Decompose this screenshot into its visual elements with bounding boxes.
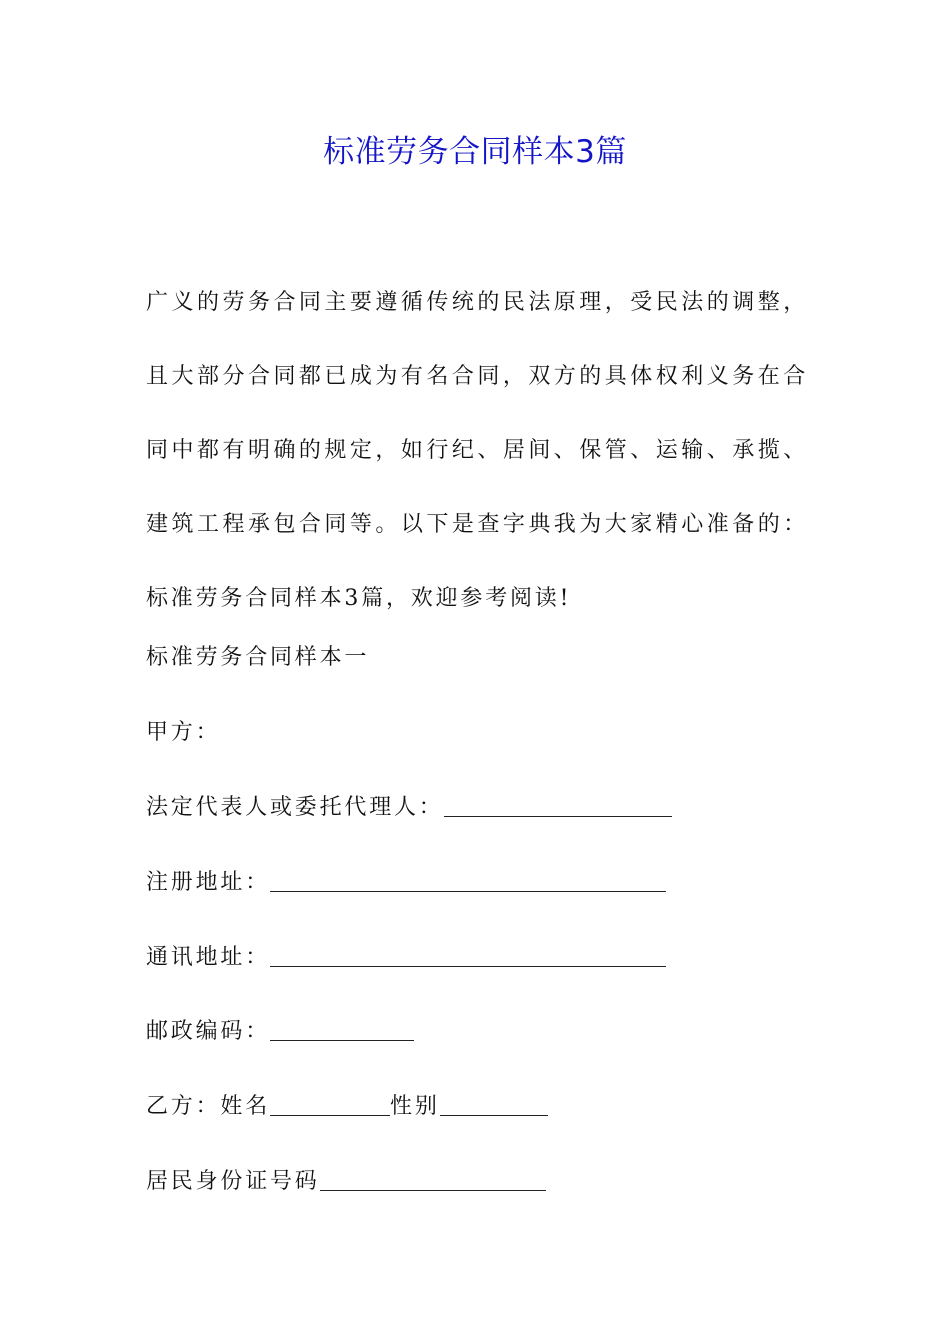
gender-blank[interactable] (440, 1089, 548, 1116)
section-heading-text: 标准劳务合同样本一 (146, 645, 370, 670)
reg-address-line (146, 863, 666, 903)
party-a-line (146, 713, 220, 753)
id-number-line (146, 1162, 546, 1202)
mail-address-blank[interactable] (270, 940, 666, 967)
legal-rep-line (146, 788, 672, 828)
party-a-label: 甲方： (146, 720, 221, 745)
mail-address-label: 通讯地址： (146, 945, 271, 970)
intro-paragraph: 广义的劳务合同主要遵循传统的民法原理，受民法的调整，且大部分合同都已成为有名合同，双方的具体权利义务在合同中都有明确的规定，如行纪、居间、保管、运输、承揽、建筑工程承包合同等。以下是查字典我为大家精心准备的：标准劳务合同样本3篇，欢迎参考阅读! (146, 290, 808, 611)
postcode-line (146, 1012, 414, 1052)
reg-address-blank[interactable] (270, 865, 666, 892)
id-number-label: 居民身份证号码 (146, 1169, 320, 1194)
legal-rep-blank[interactable] (444, 790, 672, 817)
party-b-line (146, 1087, 548, 1127)
postcode-label: 邮政编码： (146, 1019, 271, 1044)
party-b-label: 乙方：姓名 (146, 1094, 271, 1119)
section-heading (146, 638, 369, 678)
legal-rep-label: 法定代表人或委托代理人： (146, 795, 444, 820)
mail-address-line (146, 938, 666, 978)
document-title: 标准劳务合同样本3篇 (323, 134, 627, 170)
name-blank[interactable] (270, 1089, 390, 1116)
postcode-blank[interactable] (270, 1014, 414, 1041)
reg-address-label: 注册地址： (146, 870, 271, 895)
id-number-blank[interactable] (320, 1164, 546, 1191)
gender-label: 性别 (390, 1094, 440, 1119)
